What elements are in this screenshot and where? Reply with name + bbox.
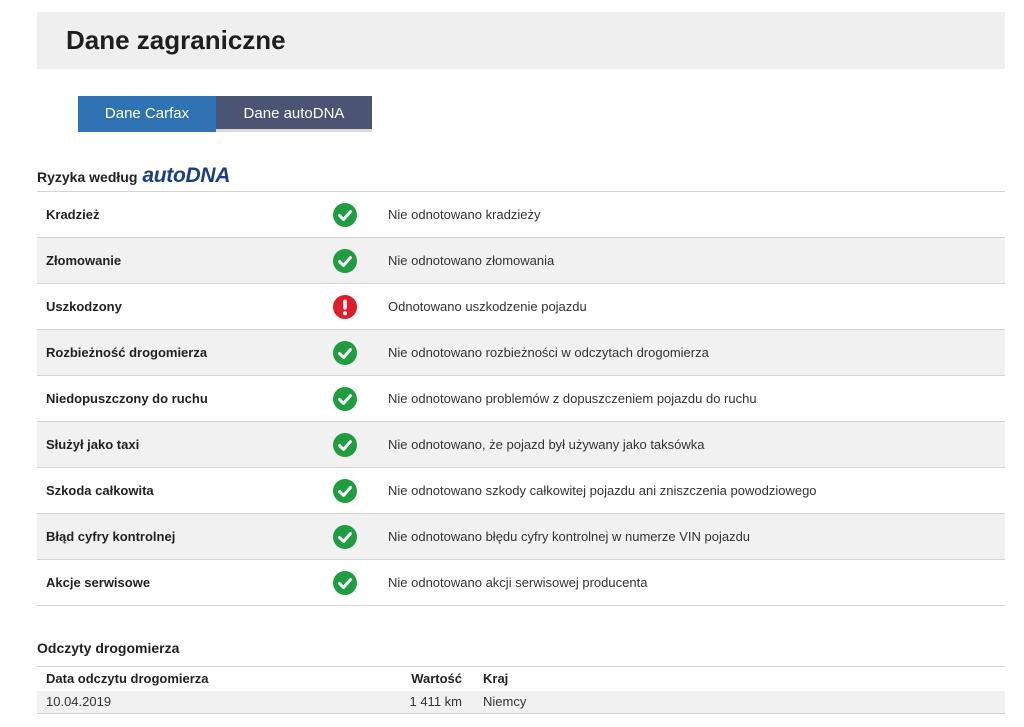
risk-row-zlomowanie [37, 238, 1005, 284]
odometer-heading: Odczyty drogomierza [37, 640, 180, 656]
section-header [37, 12, 1005, 69]
risk-label: Rozbieżność drogomierza [46, 345, 208, 360]
risk-description: Nie odnotowano, że pojazd był używany jako taksówka [388, 437, 705, 452]
check-circle-icon [333, 525, 357, 549]
reading-country: Niemcy [483, 694, 527, 709]
risk-row-taxi [37, 422, 1005, 468]
page-title: Dane zagraniczne [66, 25, 286, 55]
table-row [37, 691, 1005, 714]
check-circle-icon [333, 387, 357, 411]
odometer-table [37, 666, 1005, 714]
risk-row-blad-cyfry [37, 514, 1005, 560]
check-circle-icon [333, 341, 357, 365]
exclamation-circle-icon [333, 295, 357, 319]
risk-label: Uszkodzony [46, 299, 122, 314]
check-circle-icon [333, 433, 357, 457]
odometer-table-header [37, 667, 1005, 691]
risks-heading-text: Ryzyka według [37, 169, 138, 185]
reading-value: 1 411 km [409, 694, 462, 709]
risk-description: Nie odnotowano rozbieżności w odczytach drogomierza [388, 345, 709, 360]
risk-row-szkoda-calkowita [37, 468, 1005, 514]
column-header-country: Kraj [483, 671, 509, 686]
risks-heading [37, 164, 230, 188]
column-header-date: Data odczytu drogomierza [46, 671, 209, 686]
source-tabs [78, 96, 372, 132]
risk-label: Kradzież [46, 207, 100, 222]
risk-label: Służył jako taxi [46, 437, 140, 452]
risk-row-uszkodzony [37, 284, 1005, 330]
risk-description: Nie odnotowano złomowania [388, 253, 555, 268]
check-circle-icon [333, 249, 357, 273]
risk-label: Akcje serwisowe [46, 575, 151, 590]
tab-autodna[interactable]: Dane autoDNA [216, 96, 372, 132]
risk-row-rozbieznosc [37, 330, 1005, 376]
check-circle-icon [333, 203, 357, 227]
autodna-logo: autoDNA [142, 164, 231, 187]
risks-table [37, 191, 1005, 606]
risk-label: Szkoda całkowita [46, 483, 154, 498]
check-circle-icon [333, 479, 357, 503]
tab-carfax[interactable]: Dane Carfax [78, 96, 216, 132]
risk-description: Nie odnotowano kradzieży [388, 207, 541, 222]
check-circle-icon [333, 571, 357, 595]
risk-label: Złomowanie [46, 253, 122, 268]
risk-row-kradziez [37, 192, 1005, 238]
risk-description: Odnotowano uszkodzenie pojazdu [388, 299, 587, 314]
column-header-value: Wartość [411, 671, 462, 686]
risk-row-akcje-serwisowe [37, 560, 1005, 606]
risk-description: Nie odnotowano błędu cyfry kontrolnej w numerze VIN pojazdu [388, 529, 751, 544]
reading-date: 10.04.2019 [46, 694, 112, 709]
risk-description: Nie odnotowano szkody całkowitej pojazdu ani zniszczenia powodziowego [388, 483, 817, 498]
risk-row-niedopuszczony [37, 376, 1005, 422]
risk-label: Niedopuszczony do ruchu [46, 391, 208, 406]
risk-label: Błąd cyfry kontrolnej [46, 529, 176, 544]
risk-description: Nie odnotowano problemów z dopuszczeniem pojazdu do ruchu [388, 391, 757, 406]
risk-description: Nie odnotowano akcji serwisowej producenta [388, 575, 648, 590]
